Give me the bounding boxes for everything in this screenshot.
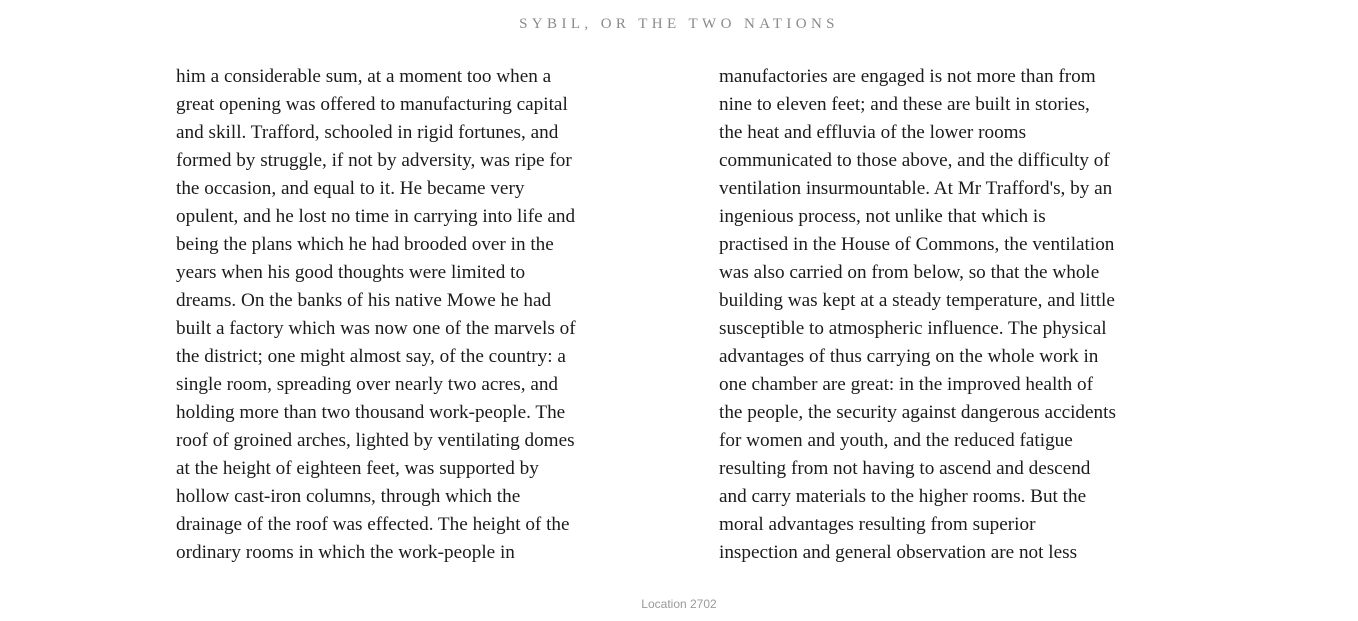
text-line: practised in the House of Commons, the ventilation bbox=[719, 234, 1115, 255]
text-line: holding more than two thousand work-people. The bbox=[176, 402, 566, 423]
text-line: at the height of eighteen feet, was supported by bbox=[176, 458, 539, 479]
text-line: one chamber are great: in the improved health of bbox=[719, 374, 1093, 395]
text-line: great opening was offered to manufacturing capital bbox=[176, 94, 568, 115]
text-line: ventilation insurmountable. At Mr Trafford's, by an bbox=[719, 178, 1113, 199]
text-line: moral advantages resulting from superior bbox=[719, 514, 1036, 535]
text-line: inspection and general observation are not less bbox=[719, 542, 1078, 563]
text-line: the occasion, and equal to it. He became very bbox=[176, 178, 525, 199]
text-line: ordinary rooms in which the work-people in bbox=[176, 542, 515, 563]
text-line: and carry materials to the higher rooms. But the bbox=[719, 486, 1087, 507]
text-line: was also carried on from below, so that the whole bbox=[719, 262, 1100, 283]
text-line: roof of groined arches, lighted by ventilating domes bbox=[176, 430, 575, 451]
text-line: dreams. On the banks of his native Mowe he had bbox=[176, 290, 552, 311]
text-line: single room, spreading over nearly two acres, and bbox=[176, 374, 559, 395]
text-line: the district; one might almost say, of the country: a bbox=[176, 346, 566, 367]
text-line: ingenious process, not unlike that which is bbox=[719, 206, 1046, 227]
location-indicator: Location 2702 bbox=[641, 597, 717, 611]
text-line: years when his good thoughts were limited to bbox=[176, 262, 526, 283]
text-line: him a considerable sum, at a moment too when a bbox=[176, 66, 552, 87]
text-line: opulent, and he lost no time in carrying into life and bbox=[176, 206, 576, 227]
text-line: manufactories are engaged is not more than from bbox=[719, 66, 1096, 87]
text-line: drainage of the roof was effected. The height of the bbox=[176, 514, 570, 535]
text-line: resulting from not having to ascend and descend bbox=[719, 458, 1091, 479]
text-line: and skill. Trafford, schooled in rigid fortunes, and bbox=[176, 122, 559, 143]
right-text-column bbox=[719, 63, 1116, 567]
text-line: nine to eleven feet; and these are built in stories, bbox=[719, 94, 1090, 115]
left-text-column bbox=[176, 63, 576, 567]
text-line: building was kept at a steady temperature, and little bbox=[719, 290, 1115, 311]
book-title: SYBIL, OR THE TWO NATIONS bbox=[519, 16, 839, 32]
text-line: built a factory which was now one of the marvels of bbox=[176, 318, 576, 339]
text-line: communicated to those above, and the difficulty of bbox=[719, 150, 1110, 171]
text-line: the people, the security against dangerous accidents bbox=[719, 402, 1116, 423]
text-line: hollow cast-iron columns, through which the bbox=[176, 486, 521, 507]
text-line: susceptible to atmospheric influence. The physical bbox=[719, 318, 1107, 339]
text-line: being the plans which he had brooded over in the bbox=[176, 234, 554, 255]
text-line: for women and youth, and the reduced fatigue bbox=[719, 430, 1073, 451]
text-line: advantages of thus carrying on the whole work in bbox=[719, 346, 1099, 367]
text-line: formed by struggle, if not by adversity, was ripe for bbox=[176, 150, 572, 171]
text-line: the heat and effluvia of the lower rooms bbox=[719, 122, 1027, 143]
